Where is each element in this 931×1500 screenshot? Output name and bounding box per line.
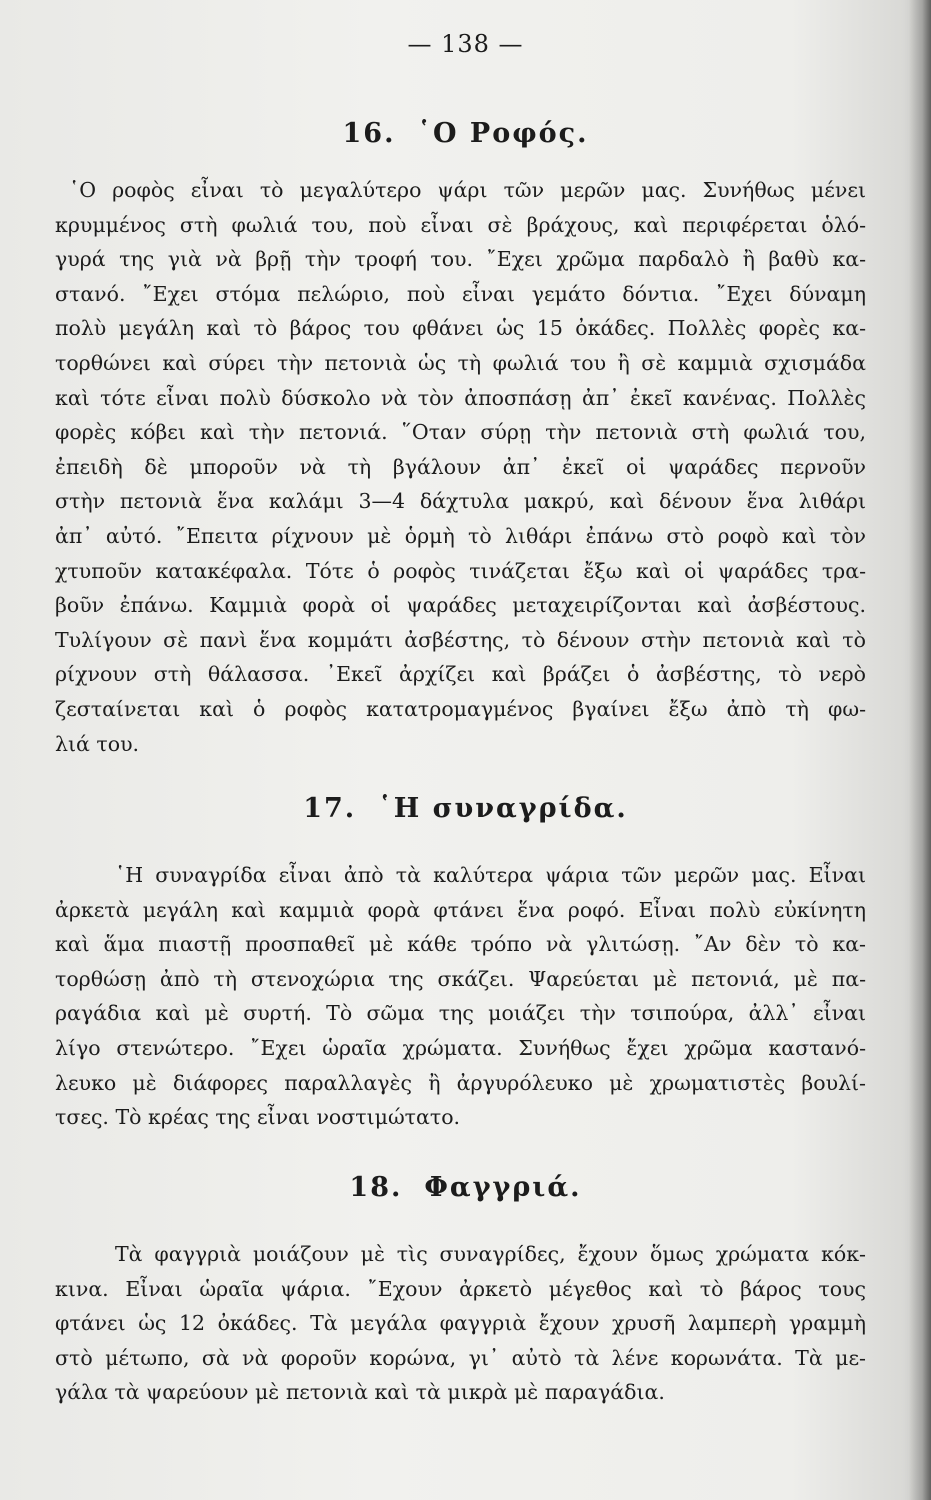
section-number: 17.	[303, 793, 357, 824]
text-line: κρυμμένος στὴ φωλιά του, ποὺ εἶναι σὲ βράχους, καὶ περιφέρεται ὁλό-	[55, 212, 866, 237]
text-line: στὴν πετονιὰ ἕνα καλάμι 3—4 δάχτυλα μακρύ, καὶ δένουν ἕνα λιθάρι	[55, 489, 866, 514]
text-line: ἀπ᾿ αὐτό. ῎Επειτα ρίχνουν μὲ ὁρμὴ τὸ λιθάρι ἐπάνω στὸ ροφὸ καὶ τὸν	[55, 523, 866, 548]
section-18-paragraph	[55, 1237, 866, 1410]
text-line: ῾Η συναγρίδα εἶναι ἀπὸ τὰ καλύτερα ψάρια τῶν μερῶν μας. Εἶναι	[115, 863, 866, 887]
section-heading-18	[0, 1172, 931, 1203]
text-line: στανό. ῎Εχει στόμα πελώριο, ποὺ εἶναι γεμάτο δόντια. ῎Εχει δύναμη	[55, 281, 866, 306]
text-line: ραγάδια καὶ μὲ συρτή. Τὸ σῶμα της μοιάζει τὴν τσιπούρα, ἀλλ᾿ εἶναι	[55, 1001, 866, 1026]
text-line: χτυποῦν κατακέφαλα. Τότε ὁ ροφὸς τινάζεται ἔξω καὶ οἱ ψαράδες τρα-	[55, 558, 866, 583]
text-line: ἐπειδὴ δὲ μποροῦν νὰ τὴ βγάλουν ἀπ᾿ ἐκεῖ οἱ ψαράδες περνοῦν	[55, 454, 866, 479]
page-edge-shadow	[909, 0, 931, 1500]
section-heading-17	[0, 793, 931, 824]
text-line: φτάνει ὡς 12 ὀκάδες. Τὰ μεγάλα φαγγριὰ ἔχουν χρυσῆ λαμπερὴ γραμμὴ	[55, 1311, 866, 1336]
text-line: γυρά της γιὰ νὰ βρῇ τὴν τροφή του. ῎Εχει χρῶμα παρδαλὸ ἢ βαθὺ κα-	[55, 247, 866, 272]
section-16-paragraph	[55, 173, 866, 761]
text-line: τορθώνει καὶ σύρει τὴν πετονιὰ ὡς τὴ φωλιά του ἢ σὲ καμμιὰ σχισμάδα	[55, 350, 866, 375]
section-17-paragraph	[55, 858, 866, 1135]
section-number: 18.	[349, 1172, 403, 1203]
text-line: Τὰ φαγγριὰ μοιάζουν μὲ τὶς συναγρίδες, ἔχουν ὅμως χρώματα κόκ-	[115, 1242, 866, 1266]
section-title: Φαγγριά.	[424, 1172, 582, 1203]
text-line: λίγο στενώτερο. ῎Εχει ὡραῖα χρώματα. Συνήθως ἔχει χρῶμα καστανό-	[55, 1035, 866, 1060]
text-line: ρίχνουν στὴ θάλασσα. ᾿Εκεῖ ἀρχίζει καὶ βράζει ὁ ἀσβέστης, τὸ νερὸ	[55, 662, 866, 687]
text-line: καὶ τότε εἶναι πολὺ δύσκολο νὰ τὸν ἀποσπάσῃ ἀπ᾿ ἐκεῖ κανένας. Πολλὲς	[55, 385, 866, 410]
text-line: τσες. Τὸ κρέας της εἶναι νοστιμώτατο.	[55, 1105, 461, 1130]
section-heading-16	[0, 118, 931, 149]
text-line: πολὺ μεγάλη καὶ τὸ βάρος του φθάνει ὡς 15 ὀκάδες. Πολλὲς φορὲς κα-	[55, 316, 866, 341]
text-line: ἀρκετὰ μεγάλη καὶ καμμιὰ φορὰ φτάνει ἕνα ροφό. Εἶναι πολὺ εὐκίνητη	[55, 897, 866, 922]
section-title: ῾Η συναγρίδα.	[378, 793, 628, 824]
text-line: γάλα τὰ ψαρεύουν μὲ πετονιὰ καὶ τὰ μικρὰ μὲ παραγάδια.	[55, 1380, 665, 1405]
text-line: Τυλίγουν σὲ πανὶ ἕνα κομμάτι ἀσβέστης, τὸ δένουν στὴν πετονιὰ καὶ τὸ	[55, 627, 866, 652]
text-line: ῾Ο ροφὸς εἶναι τὸ μεγαλύτερο ψάρι τῶν μερῶν μας. Συνήθως μένει	[69, 178, 866, 202]
text-line: τορθώσῃ ἀπὸ τὴ στενοχώρια της σκάζει. Ψαρεύεται μὲ πετονιά, μὲ πα-	[55, 966, 866, 991]
text-line: ζεσταίνεται καὶ ὁ ροφὸς κατατρομαγμένος βγαίνει ἔξω ἀπὸ τὴ φω-	[55, 696, 866, 721]
text-line: λιά του.	[55, 731, 140, 756]
section-title: ῾Ο Ροφός.	[417, 118, 589, 149]
text-line: καὶ ἅμα πιαστῇ προσπαθεῖ μὲ κάθε τρόπο νὰ γλιτώσῃ. ῎Αν δὲν τὸ κα-	[55, 932, 866, 957]
page-number: — 138 —	[407, 30, 524, 58]
text-line: στὸ μέτωπο, σὰ νὰ φοροῦν κορώνα, γι᾿ αὐτὸ τὰ λένε κορωνάτα. Τὰ με-	[55, 1345, 866, 1370]
text-line: φορὲς κόβει καὶ τὴν πετονιά. ῞Οταν σύρῃ τὴν πετονιὰ στὴ φωλιά του,	[55, 420, 866, 445]
text-line: κινα. Εἶναι ὡραῖα ψάρια. ῎Εχουν ἀρκετὸ μέγεθος καὶ τὸ βάρος τους	[55, 1276, 866, 1301]
text-line: βοῦν ἐπάνω. Καμμιὰ φορὰ οἱ ψαράδες μεταχειρίζονται καὶ ἀσβέστους.	[55, 593, 866, 618]
text-line: λευκο μὲ διάφορες παραλλαγὲς ἢ ἀργυρόλευκο μὲ χρωματιστὲς βουλί-	[55, 1070, 866, 1095]
section-number: 16.	[342, 118, 396, 149]
